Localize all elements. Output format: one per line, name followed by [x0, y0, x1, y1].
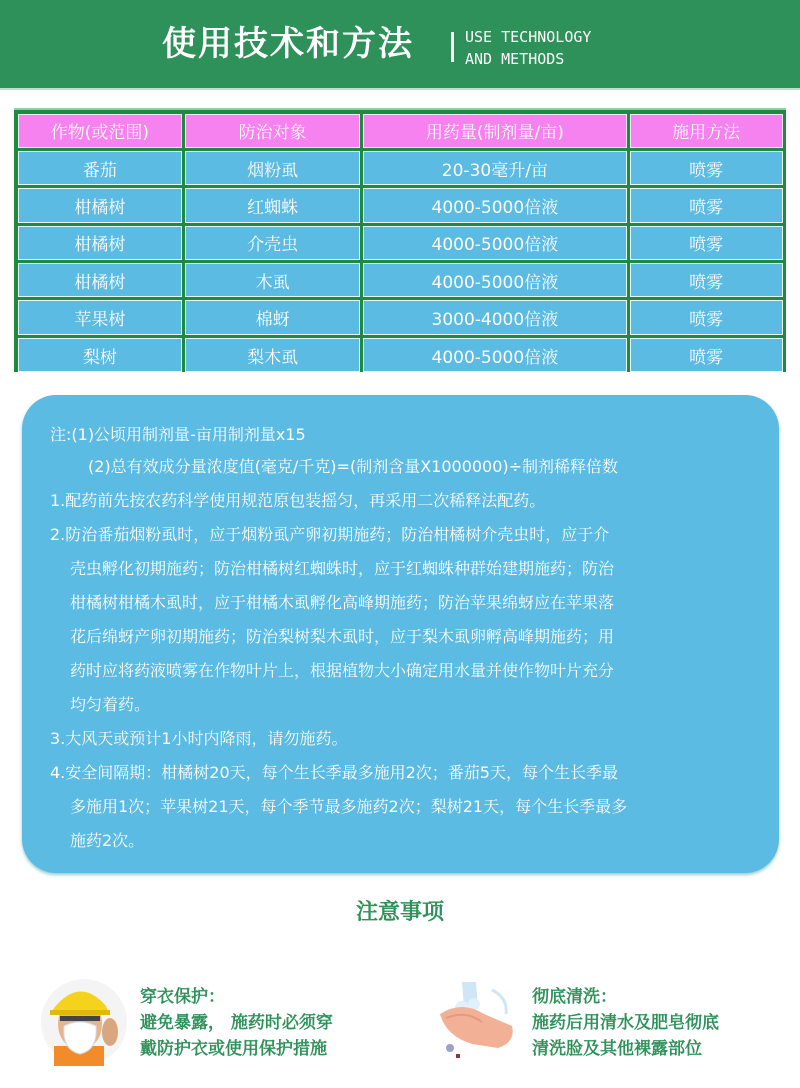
cell-dosage: 4000-5000倍液	[363, 226, 627, 260]
precaution-heading: 彻底清洗：	[532, 987, 617, 1007]
cell-crop: 梨树	[18, 338, 183, 372]
note-line: 均匀着药。	[70, 695, 151, 714]
note-line: 药时应将药液喷雾在作物叶片上，根据植物大小确定用水量并使作物叶片充分	[70, 661, 615, 680]
table-row	[16, 336, 784, 373]
header-cell-method: 施用方法	[630, 114, 783, 148]
notes-panel	[22, 395, 779, 873]
banner-title-cn: 使用技术和方法	[162, 24, 414, 64]
note-line: 施药2次。	[70, 831, 145, 850]
precaution-text	[532, 984, 719, 1062]
cell-crop: 苹果树	[18, 300, 183, 334]
note-line: 1.配药前先按农药科学使用规范原包装摇匀，再采用二次稀释法配药。	[50, 491, 546, 510]
banner-title-en	[465, 26, 591, 70]
cell-target: 木虱	[185, 263, 360, 297]
table-row	[16, 262, 784, 299]
cell-target: 梨木虱	[185, 338, 360, 372]
precaution-heading: 穿衣保护：	[140, 987, 225, 1007]
cell-target: 棉蚜	[185, 300, 360, 334]
precautions-title: 注意事项	[355, 900, 444, 925]
precaution-line: 戴防护衣或使用保护措施	[140, 1039, 327, 1059]
header-cell-dosage: 用药量(制剂量/亩)	[363, 114, 627, 148]
note-line: 柑橘树柑橘木虱时，应于柑橘木虱孵化高峰期施药；防治苹果绵蚜应在苹果落	[70, 593, 615, 612]
note-line: (2)总有效成分量浓度值(毫克/千克)=(制剂含量X1000000)÷制剂稀释倍数	[88, 457, 619, 476]
dosage-table	[14, 110, 786, 372]
cell-method: 喷雾	[630, 226, 783, 260]
cell-method: 喷雾	[630, 300, 783, 334]
note-line: 4.安全间隔期：柑橘树20天，每个生长季最多施用2次；番茄5天，每个生长季最	[50, 763, 618, 782]
note-line: 多施用1次；苹果树21天，每个季节最多施药2次；梨树21天，每个生长季最多	[70, 797, 628, 816]
note-line: 注:(1)公顷用制剂量-亩用制剂量x15	[50, 425, 306, 444]
cell-crop: 柑橘树	[18, 226, 183, 260]
cell-method: 喷雾	[630, 338, 783, 372]
cell-dosage: 3000-4000倍液	[363, 300, 627, 334]
table-row	[16, 299, 784, 336]
note-line: 壳虫孵化初期施药；防治柑橘树红蜘蛛时，应于红蜘蛛种群始建期施药；防治	[70, 559, 615, 578]
cell-dosage: 4000-5000倍液	[363, 188, 627, 222]
precaution-text	[140, 984, 333, 1062]
banner-title-en-line1: USE TECHNOLOGY	[465, 28, 592, 46]
cell-crop: 柑橘树	[18, 188, 183, 222]
note-line: 2.防治番茄烟粉虱时，应于烟粉虱产卵初期施药；防治柑橘树介壳虫时，应于介	[50, 525, 610, 544]
header-cell-crop: 作物(或范围)	[18, 114, 183, 148]
precaution-line: 避免暴露， 施药时必须穿	[140, 1013, 333, 1033]
cell-target: 烟粉虱	[185, 151, 360, 185]
cell-method: 喷雾	[630, 263, 783, 297]
table-row	[16, 187, 784, 224]
worker-mask-icon	[40, 978, 128, 1066]
cell-target: 介壳虫	[185, 226, 360, 260]
hand-washing-icon	[432, 978, 520, 1066]
note-line: 花后绵蚜产卵初期施药；防治梨树梨木虱时，应于梨木虱卵孵高峰期施药；用	[70, 627, 615, 646]
precaution-line: 清洗脸及其他裸露部位	[532, 1039, 702, 1059]
cell-dosage: 4000-5000倍液	[363, 338, 627, 372]
banner-divider	[451, 32, 454, 62]
cell-dosage: 20-30毫升/亩	[363, 151, 627, 185]
cell-method: 喷雾	[630, 151, 783, 185]
precaution-line: 施药后用清水及肥皂彻底	[532, 1013, 719, 1033]
cell-target: 红蜘蛛	[185, 188, 360, 222]
header-banner	[0, 0, 800, 90]
note-line: 3.大风天或预计1小时内降雨，请勿施药。	[50, 729, 348, 748]
cell-crop: 番茄	[18, 151, 183, 185]
cell-dosage: 4000-5000倍液	[363, 263, 627, 297]
cell-crop: 柑橘树	[18, 263, 183, 297]
table-row	[16, 224, 784, 261]
table-header-row	[16, 112, 784, 149]
cell-method: 喷雾	[630, 188, 783, 222]
banner-title-en-line2: AND METHODS	[465, 50, 565, 68]
table-row	[16, 149, 784, 186]
header-cell-target: 防治对象	[185, 114, 360, 148]
